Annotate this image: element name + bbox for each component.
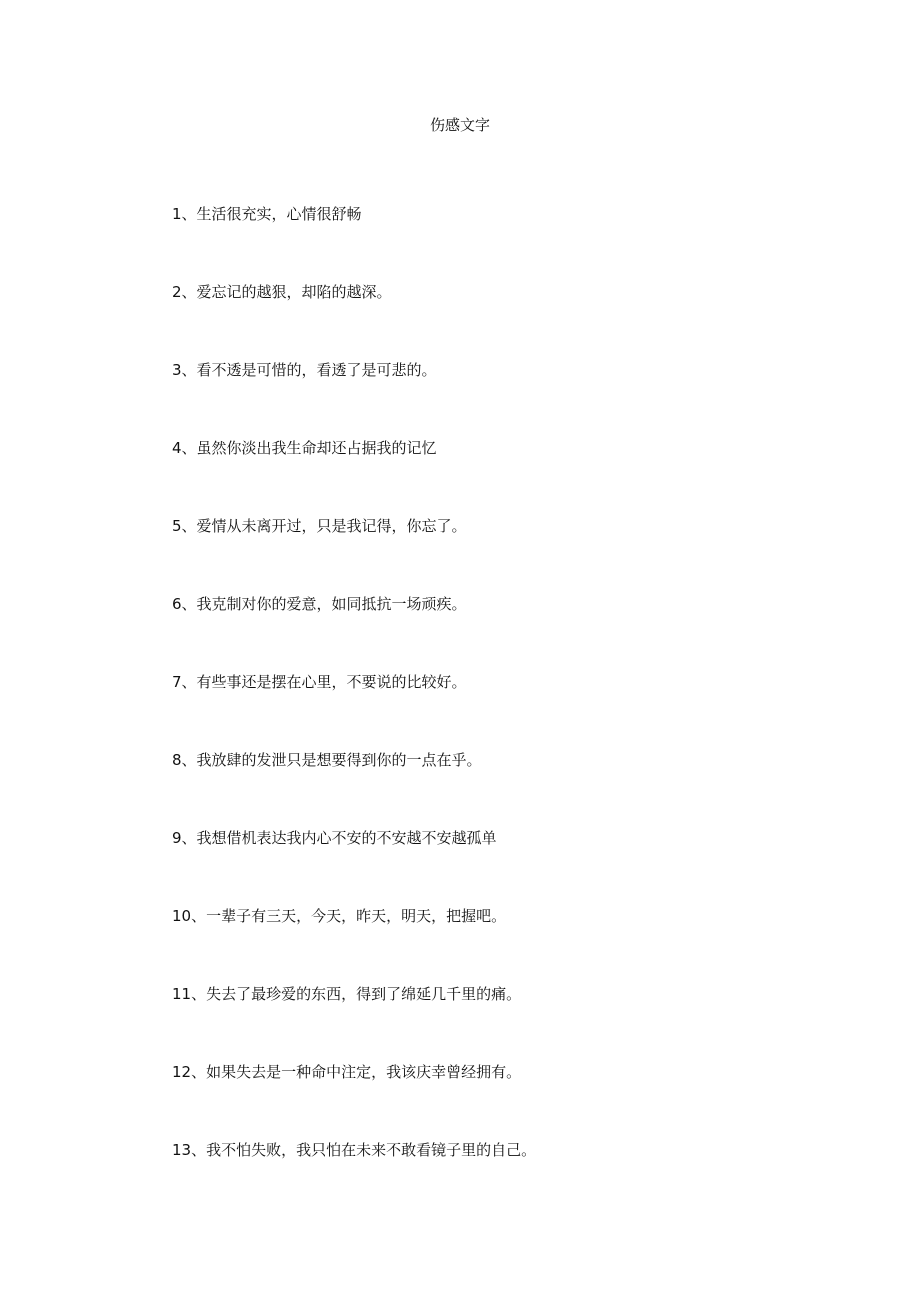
list-item: 13、我不怕失败，我只怕在未来不敢看镜子里的自己。 — [172, 1141, 537, 1159]
list-item: 11、失去了最珍爱的东西，得到了绵延几千里的痛。 — [172, 985, 522, 1003]
list-item: 6、我克制对你的爱意，如同抵抗一场顽疾。 — [172, 595, 467, 613]
list-item: 1、生活很充实，心情很舒畅 — [172, 205, 362, 223]
list-item: 2、爱忘记的越狠，却陷的越深。 — [172, 283, 392, 301]
quote-list — [172, 204, 536, 1218]
list-item: 10、一辈子有三天，今天，昨天，明天，把握吧。 — [172, 907, 507, 925]
list-item: 7、有些事还是摆在心里，不要说的比较好。 — [172, 673, 467, 691]
list-item: 3、看不透是可惜的，看透了是可悲的。 — [172, 361, 437, 379]
page-title: 伤感文字 — [429, 116, 490, 134]
list-item: 5、爱情从未离开过，只是我记得，你忘了。 — [172, 517, 467, 535]
list-item: 4、虽然你淡出我生命却还占据我的记忆 — [172, 439, 437, 457]
list-item: 8、我放肆的发泄只是想要得到你的一点在乎。 — [172, 751, 482, 769]
list-item: 12、如果失去是一种命中注定，我该庆幸曾经拥有。 — [172, 1063, 522, 1081]
list-item: 9、我想借机表达我内心不安的不安越不安越孤单 — [172, 829, 497, 847]
